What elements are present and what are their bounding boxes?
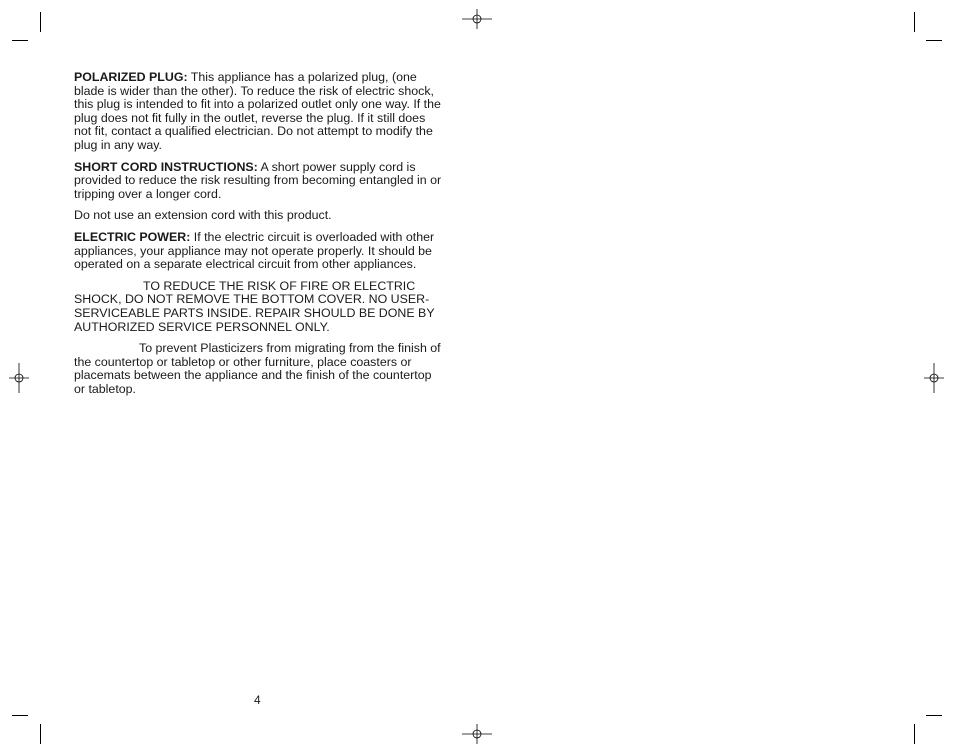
crop-mark <box>12 715 28 716</box>
crop-mark <box>12 40 28 41</box>
electric-power-heading: ELECTRIC POWER: <box>74 229 191 244</box>
text-column <box>74 71 444 404</box>
bottom-cover-warning-paragraph <box>74 280 444 334</box>
crop-mark <box>914 12 915 32</box>
short-cord-heading: SHORT CORD INSTRUCTIONS: <box>74 159 258 174</box>
electric-power-text: If the electric circuit is overloaded with other appliances, your appliance may not operate properly. It should be operated on a separate electrical circuit from other appliances. <box>74 229 435 272</box>
polarized-plug-paragraph <box>74 71 444 153</box>
polarized-plug-text: This appliance has a polarized plug, (one blade is wider than the other). To reduce the risk of electric shock, this plug is intended to fit into a polarized outlet only one way. If the plug does not fit fully in the outlet, reverse the plug. If it still does not fit, contact a qualified electrician. Do not attempt to modify the plug in any way. <box>74 70 441 152</box>
crop-mark <box>40 724 41 744</box>
plasticizers-paragraph <box>74 342 444 396</box>
polarized-plug-heading: POLARIZED PLUG: <box>74 70 188 84</box>
registration-mark-icon <box>919 363 949 393</box>
extension-cord-paragraph <box>74 209 444 223</box>
crop-mark <box>40 12 41 32</box>
page-number: 4 <box>254 693 261 707</box>
registration-mark-icon <box>462 4 492 34</box>
crop-mark <box>914 724 915 744</box>
short-cord-paragraph <box>74 161 444 202</box>
plasticizers-text: To prevent Plasticizers from migrating from the finish of the countertop or tabletop or other furniture, place coasters or placemats between the appliance and the finish of the countertop or tabletop. <box>74 341 441 396</box>
registration-mark-icon <box>462 719 492 749</box>
crop-mark <box>926 715 942 716</box>
crop-mark <box>926 40 942 41</box>
short-cord-text: A short power supply cord is provided to reduce the risk resulting from becoming entangled in or tripping over a longer cord. <box>74 159 442 201</box>
extension-cord-text: Do not use an extension cord with this product. <box>74 208 332 223</box>
electric-power-paragraph <box>74 231 444 272</box>
bottom-cover-warning-text: TO REDUCE THE RISK OF FIRE OR ELECTRIC SHOCK, DO NOT REMOVE THE BOTTOM COVER. NO USER-SERVICEABLE PARTS INSIDE. REPAIR SHOULD BE DONE BY AUTHORIZED SERVICE PERSONNEL ONLY. <box>74 278 435 334</box>
registration-mark-icon <box>4 363 34 393</box>
